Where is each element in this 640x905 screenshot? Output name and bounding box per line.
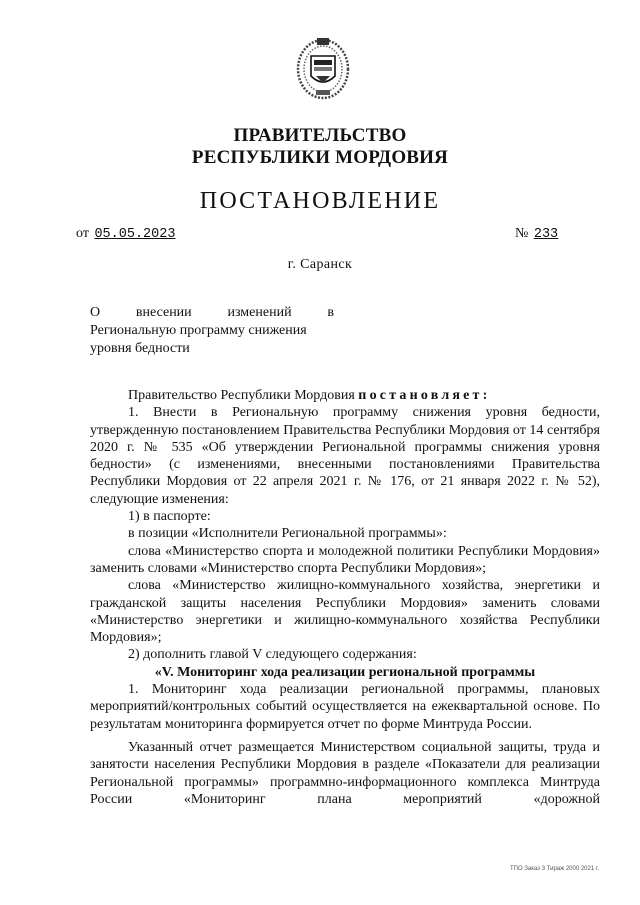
subject-line: О внесении изменений в (90, 305, 334, 320)
section-heading: «V. Мониторинг хода реализации региональной программы (154, 664, 536, 680)
date-row (76, 226, 195, 242)
city: г. Саранск (287, 257, 353, 272)
number-prefix: № (515, 226, 529, 241)
date-prefix: от (76, 226, 89, 241)
paragraph: в позиции «Исполнители Региональной программы»: (128, 526, 447, 542)
subject-block (90, 304, 334, 358)
subject-line: Региональную программу снижения (90, 323, 307, 338)
document-number: 233 (533, 227, 559, 242)
document-body (90, 387, 600, 808)
paragraph: слова «Министерство спорта и молодежной политики Республики Мордовия» заменить словами «Министерство спорта Республики Мордовия»; (90, 543, 600, 576)
print-mark: ТПО Заказ 3 Тираж 2000 2021 г. (510, 866, 599, 872)
paragraph: 1. Внести в Региональную программу снижения уровня бедности, утвержденную постановлением Правительства Республики Мордовия от 14 сентября 2020 г. № 535 «Об утверждении Региональной программы снижения уровня бедности» (с изменениями, внесенными постановлениями Правительства Республики Мордовия от 22 апреля 2021 г. № 176, от 21 января 2022 г. № 52), следующие изменения: (90, 405, 600, 507)
preamble-paragraph (90, 387, 600, 404)
paragraph: 1. Мониторинг хода реализации региональной программы, плановых мероприятий/контрольных событий осуществляется на ежеквартальной основе. По результатам мониторинга формируется отчет по форме Минтруда России. (90, 682, 600, 732)
document-date: 05.05.2023 (94, 227, 176, 242)
org-name-line1: ПРАВИТЕЛЬСТВО (233, 125, 407, 146)
coat-of-arms-emblem (296, 36, 350, 100)
preamble-text: Правительство Республики Мордовия (128, 388, 355, 403)
number-row (515, 226, 588, 242)
org-name-line2: РЕСПУБЛИКИ МОРДОВИЯ (191, 147, 449, 168)
decree-word: постановляет: (358, 388, 491, 403)
subject-line: уровня бедности (90, 341, 190, 356)
paragraph: Указанный отчет размещается Министерством социальной защиты, труда и занятости населения Республики Мордовия в разделе «Показатели для реализации Региональной программы» программно-информационного комплекса Минтруда России «Мониторинг плана мероприятий «дорожной (90, 739, 600, 807)
paragraph: 2) дополнить главой V следующего содержания: (128, 647, 417, 663)
document-type: ПОСТАНОВЛЕНИЕ (199, 188, 441, 214)
paragraph: слова «Министерство жилищно-коммунального хозяйства, энергетики и гражданской защиты населения Республики Мордовия» заменить словами «Министерство энергетики и жилищно-коммунального хозяйства Республики Мордовия»; (90, 578, 600, 646)
paragraph: 1) в паспорте: (128, 509, 211, 525)
